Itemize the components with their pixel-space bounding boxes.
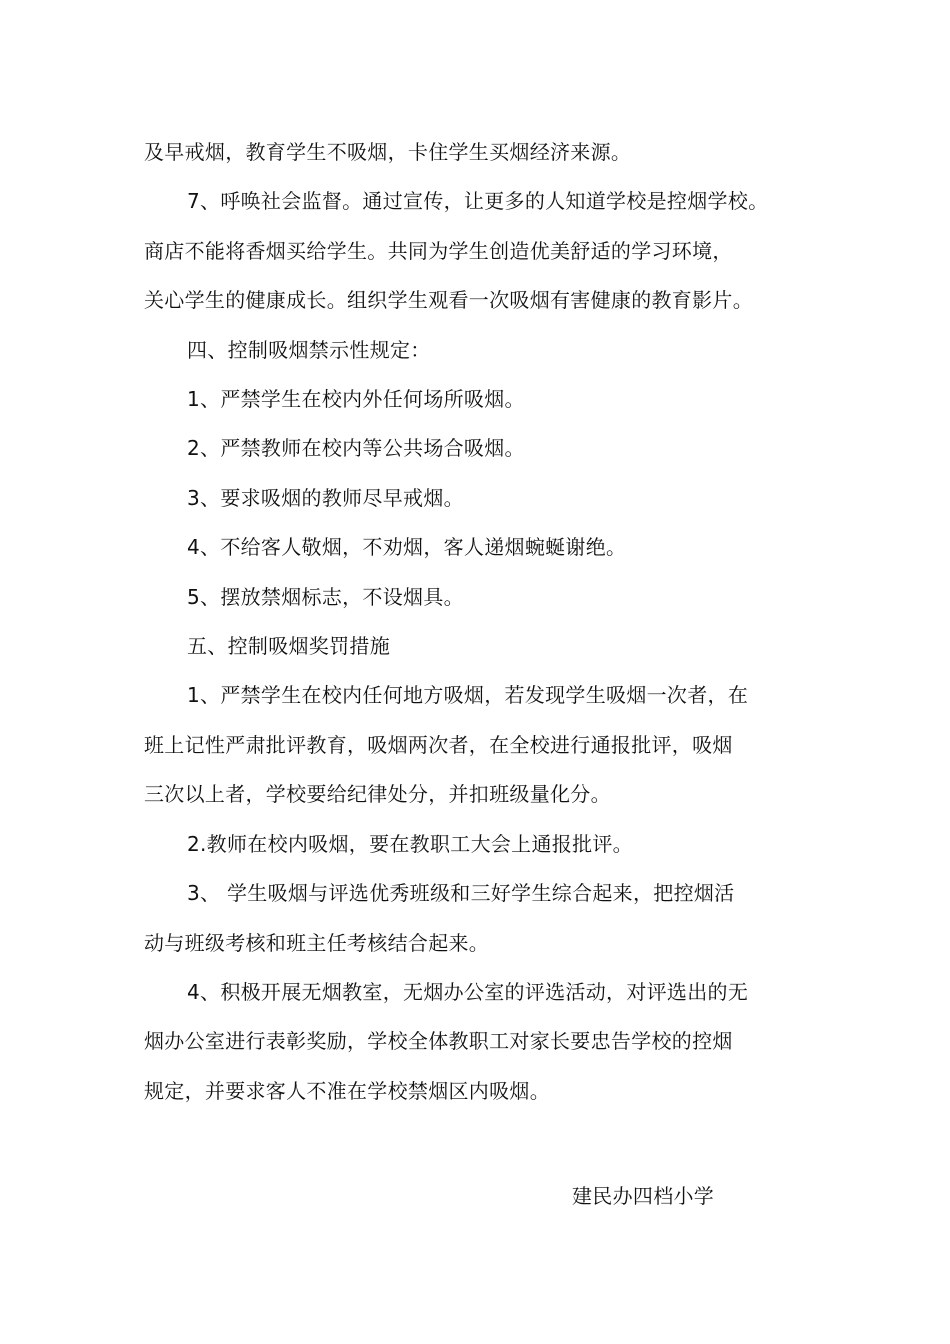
section-heading: 五、控制吸烟奖罚措施	[187, 634, 390, 659]
paragraph-line: 烟办公室进行表彰奖励，学校全体教职工对家长要忠告学校的控烟	[144, 1029, 733, 1054]
signature: 建民办四档小学	[572, 1184, 715, 1208]
section-heading: 四、控制吸烟禁示性规定：	[187, 337, 431, 362]
list-item: 2.教师在校内吸烟，要在教职工大会上通报批评。	[187, 831, 633, 856]
paragraph-line: 三次以上者，学校要给纪律处分，并扣班级量化分。	[144, 782, 611, 807]
paragraph-line: 班上记性严肃批评教育，吸烟两次者，在全校进行通报批评，吸烟	[144, 732, 733, 757]
document-body	[144, 128, 824, 1116]
list-item: 3、要求吸烟的教师尽早戒烟。	[187, 485, 464, 510]
list-item: 1、严禁学生在校内任何地方吸烟，若发现学生吸烟一次者，在	[187, 683, 749, 708]
paragraph-line: 7、呼唤社会监督。通过宣传，让更多的人知道学校是控烟学校。	[187, 189, 769, 214]
list-item: 5、摆放禁烟标志，不设烟具。	[187, 584, 464, 609]
paragraph-line: 及早戒烟，教育学生不吸烟，卡住学生买烟经济来源。	[144, 140, 632, 164]
list-item: 1、严禁学生在校内外任何场所吸烟。	[187, 387, 525, 412]
list-item: 4、不给客人敬烟，不劝烟，客人递烟蜿蜒谢绝。	[187, 535, 627, 560]
paragraph-line: 关心学生的健康成长。组织学生观看一次吸烟有害健康的教育影片。	[144, 288, 753, 313]
list-item: 2、严禁教师在校内等公共场合吸烟。	[187, 436, 525, 461]
paragraph-line: 商店不能将香烟买给学生。共同为学生创造优美舒适的学习环境，	[144, 238, 733, 263]
paragraph-line: 规定，并要求客人不准在学校禁烟区内吸烟。	[144, 1078, 550, 1103]
list-item: 4、积极开展无烟教室，无烟办公室的评选活动，对评选出的无	[187, 979, 749, 1004]
list-item: 3、 学生吸烟与评选优秀班级和三好学生综合起来，把控烟活	[187, 881, 735, 906]
paragraph-line: 动与班级考核和班主任考核结合起来。	[144, 930, 490, 955]
